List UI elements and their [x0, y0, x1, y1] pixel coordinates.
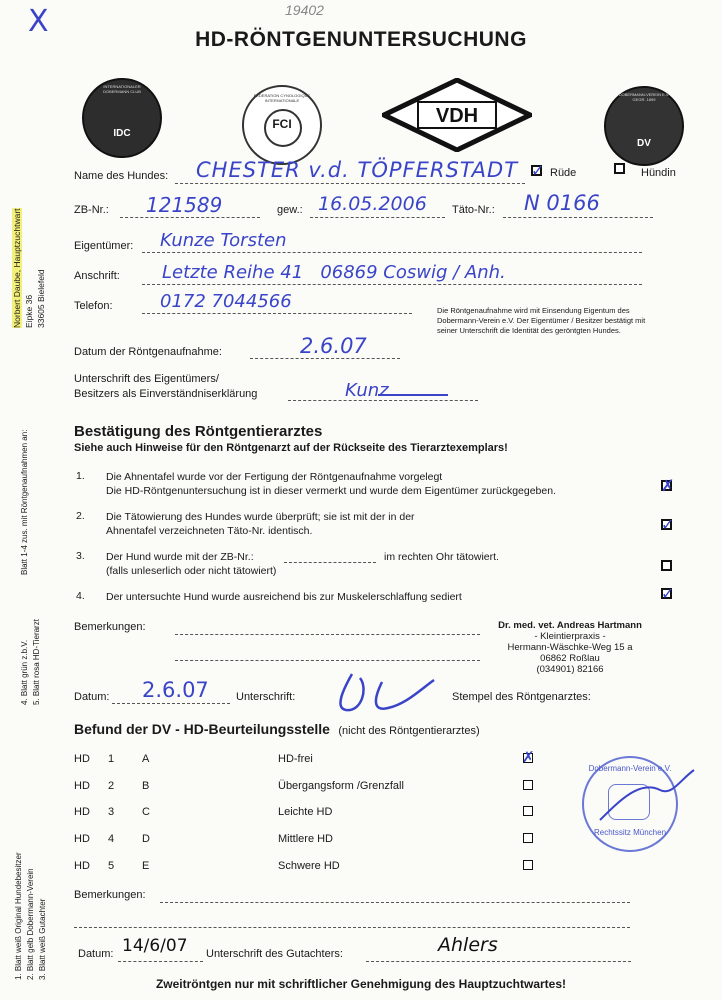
- vet-date-line: [112, 703, 230, 704]
- address-label: Anschrift:: [74, 270, 120, 282]
- dv-logo-ring: DOBERMANN-VEREIN E.V. GEGR. 1899: [618, 92, 670, 102]
- owner-label: Eigentümer:: [74, 240, 134, 252]
- vet-stamp-street: Hermann-Wäschke-Weg 15 a: [507, 642, 633, 653]
- findings-remarks-line-2: [74, 927, 630, 928]
- vet-signature-label: Unterschrift:: [236, 691, 296, 703]
- consent-label-2: Besitzers als Einverständniserklärung: [74, 388, 258, 400]
- side-note-3: 3. Blatt weiß Gutachter: [38, 898, 47, 980]
- item-2-line2: Ahnentafel verzeichneten Täto-Nr. identisch.: [106, 525, 313, 537]
- finding-grade-4: D: [142, 833, 150, 845]
- finding-hd-4: HD: [74, 833, 90, 845]
- finding-num-4: 4: [108, 833, 115, 845]
- idc-logo-ring: INTERNATIONALER DOBERMANN CLUB: [103, 84, 141, 94]
- item-2-number: 2.: [76, 510, 85, 522]
- vet-stamp-practice: - Kleintierpraxis -: [534, 631, 606, 642]
- ownership-notice: Die Röntgenaufnahme wird mit Einsendung Eigentum des Dobermann-Verein e.V. Der Eigentümer / Besitzer bestätigt mit seiner Unterschrift die Identität des geröntgten Hundes.: [437, 306, 646, 335]
- vet-stamp-label: Stempel des Röntgenarztes:: [452, 691, 591, 703]
- finding-checkbox-1[interactable]: [522, 748, 535, 766]
- zb-number-field[interactable]: 121589: [146, 193, 223, 217]
- finding-num-2: 2: [108, 780, 115, 792]
- findings-heading: [74, 721, 480, 739]
- name-label: Name des Hundes:: [74, 170, 169, 182]
- finding-desc-3: Leichte HD: [278, 806, 333, 818]
- signature-stroke: [378, 394, 448, 396]
- item-1-line1: Die Ahnentafel wurde vor der Fertigung der Röntgenaufnahme vorgelegt: [106, 471, 443, 483]
- phone-label: Telefon:: [74, 300, 113, 312]
- dv-logo: [604, 86, 684, 166]
- fci-logo: [242, 85, 322, 165]
- item-2-line1: Die Tätowierung des Hundes wurde überprüft; sie ist mit der in der: [106, 511, 415, 523]
- findings-remarks-label: Bemerkungen:: [74, 889, 146, 901]
- owner-field[interactable]: Kunze Torsten: [160, 230, 287, 251]
- consent-label-1: Unterschrift des Eigentümers/: [74, 373, 219, 385]
- item-3-number: 3.: [76, 550, 85, 562]
- item-4-check-mark: ✓: [661, 584, 675, 603]
- phone-line: [142, 313, 412, 314]
- item-1-number: 1.: [76, 470, 85, 482]
- finding-hd-2: HD: [74, 780, 90, 792]
- gutachter-stamp-signature-icon: [590, 760, 700, 830]
- zb-line: [120, 217, 260, 218]
- item-1-checkbox[interactable]: [661, 476, 675, 495]
- address-field[interactable]: Letzte Reihe 41 06869 Coswig / Anh.: [162, 262, 506, 283]
- finding-hd-1: HD: [74, 753, 90, 765]
- item-3-checkbox[interactable]: [661, 560, 672, 571]
- taeto-line: [503, 217, 653, 218]
- side-address-line1: Norbert Daube, Hauptzuchtwart: [12, 208, 22, 328]
- idc-logo-label: IDC: [113, 128, 131, 139]
- findings-heading-main: Befund der DV - HD-Beurteilungsstelle: [74, 721, 330, 737]
- finding-grade-1: A: [142, 753, 150, 765]
- vdh-logo: [382, 78, 532, 152]
- finding-checkbox-4[interactable]: [523, 833, 533, 843]
- findings-date-label: Datum:: [78, 948, 114, 960]
- vet-heading: Bestätigung des Röntgentierarztes: [74, 423, 323, 440]
- finding-num-5: 5: [108, 860, 115, 872]
- finding-desc-5: Schwere HD: [278, 860, 340, 872]
- xray-date-field[interactable]: 2.6.07: [300, 334, 367, 358]
- vet-date-label: Datum:: [74, 691, 110, 703]
- fci-logo-label: FCI: [272, 117, 292, 131]
- owner-signature-field[interactable]: Kunz: [345, 380, 389, 401]
- dog-name-field[interactable]: CHESTER v.d. TÖPFERSTADT: [196, 158, 519, 182]
- finding-checkbox-2[interactable]: [523, 780, 533, 790]
- ruede-checkbox[interactable]: [531, 161, 545, 180]
- vet-stamp-name: Dr. med. vet. Andreas Hartmann: [498, 620, 642, 631]
- finding-desc-2: Übergangsform /Grenzfall: [278, 780, 404, 792]
- side-note-blatt: Blatt 1-4 zus. mit Röntgenaufnahmen an:: [20, 429, 29, 575]
- finding-grade-3: C: [142, 806, 150, 818]
- finding-row-5: [0, 860, 722, 880]
- xray-date-line: [250, 358, 400, 359]
- reference-number: 19402: [285, 2, 324, 18]
- finding-checkbox-3[interactable]: [523, 806, 533, 816]
- fci-logo-ring: FEDERATION CYNOLOGIQUE INTERNATIONALE: [253, 93, 311, 103]
- finding-hd-5: HD: [74, 860, 90, 872]
- vet-stamp-phone: (034901) 82166: [536, 664, 604, 675]
- huendin-label: Hündin: [641, 167, 676, 179]
- finding-num-1: 1: [108, 753, 115, 765]
- name-line: [175, 183, 525, 184]
- side-note-2: 2. Blatt gelb Dobermann-Verein: [26, 868, 35, 980]
- zb-label: ZB-Nr.:: [74, 204, 109, 216]
- item-3-line1: Der Hund wurde mit der ZB-Nr.:: [106, 551, 254, 563]
- findings-date-field[interactable]: 14/6/07: [122, 936, 188, 956]
- page-title: HD-RÖNTGENUNTERSUCHUNG: [195, 28, 527, 51]
- finding-num-3: 3: [108, 806, 115, 818]
- birth-date-field[interactable]: 16.05.2006: [318, 193, 427, 215]
- ruede-check-mark: ✓: [531, 161, 545, 180]
- item-4-checkbox[interactable]: [661, 584, 675, 603]
- finding-checkbox-5[interactable]: [523, 860, 533, 870]
- side-note-green: 4. Blatt grün z.b.V.: [20, 639, 29, 705]
- finding-desc-4: Mittlere HD: [278, 833, 334, 845]
- vet-stamp: [470, 620, 670, 675]
- findings-remarks-line-1: [160, 902, 630, 903]
- item-3-zb-line: [284, 562, 376, 563]
- gutachter-signature-field[interactable]: Ahlers: [438, 934, 498, 956]
- vet-signature-icon: [322, 668, 442, 720]
- side-note-1: 1. Blatt weiß Original Hundebesitzer: [14, 852, 23, 980]
- vet-date-field[interactable]: 2.6.07: [142, 678, 209, 702]
- item-2-check-mark: ✓: [661, 515, 675, 534]
- dv-seal-ring: Dobermann-Verein e.V.: [588, 764, 672, 773]
- huendin-checkbox[interactable]: [614, 163, 625, 174]
- gew-line: [310, 217, 445, 218]
- vet-remarks-label: Bemerkungen:: [74, 621, 146, 633]
- item-3-line2: (falls unleserlich oder nicht tätowiert): [106, 565, 277, 577]
- gutachter-signature-label: Unterschrift des Gutachters:: [206, 948, 343, 960]
- finding-1-check-mark: ✗: [522, 748, 535, 766]
- dv-seal-text: Rechtssitz München: [593, 828, 667, 837]
- item-2-checkbox[interactable]: [661, 515, 675, 534]
- dv-logo-label: DV: [637, 138, 651, 149]
- vdh-logo-text: VDH: [435, 105, 479, 127]
- vet-remarks-line-1: [175, 634, 480, 635]
- item-4-line1: Der untersuchte Hund wurde ausreichend bis zur Muskelerschlaffung sediert: [106, 591, 462, 603]
- finding-grade-5: E: [142, 860, 150, 872]
- tattoo-number-field[interactable]: N 0166: [524, 191, 600, 215]
- xray-date-label: Datum der Röntgenaufnahme:: [74, 346, 222, 358]
- footer-note: Zweitröntgen nur mit schriftlicher Genehmigung des Hauptzuchtwartes!: [155, 977, 567, 991]
- idc-logo: [82, 78, 162, 158]
- phone-field[interactable]: 0172 7044566: [160, 291, 292, 312]
- vet-remarks-line-2: [175, 660, 480, 661]
- side-address-line3: 33605 Bielefeld: [36, 269, 46, 328]
- findings-date-line: [118, 961, 203, 962]
- vet-stamp-city: 06862 Roßlau: [540, 653, 600, 664]
- vet-subheading: Siehe auch Hinweise für den Röntgenarzt auf der Rückseite des Tierarztexemplars!: [74, 442, 508, 454]
- finding-grade-2: B: [142, 780, 150, 792]
- finding-hd-3: HD: [74, 806, 90, 818]
- side-address-line2: Eipke 36: [24, 294, 34, 328]
- item-3-line1b: im rechten Ohr tätowiert.: [384, 551, 499, 563]
- item-4-number: 4.: [76, 590, 85, 602]
- gew-label: gew.:: [277, 204, 303, 216]
- corner-x-mark: X: [28, 4, 49, 39]
- gutachter-signature-line: [366, 961, 631, 962]
- findings-heading-note: (nicht des Röntgentierarztes): [338, 725, 480, 737]
- taeto-label: Täto-Nr.:: [452, 204, 495, 216]
- ruede-label: Rüde: [550, 167, 577, 179]
- finding-desc-1: HD-frei: [278, 753, 313, 765]
- item-1-check-mark: ✗: [661, 476, 675, 495]
- side-note-pink: 5. Blatt rosa HD-Tierarzt: [32, 619, 41, 705]
- address-line: [142, 284, 642, 285]
- owner-line: [142, 252, 642, 253]
- item-1-line2: Die HD-Röntgenuntersuchung ist in dieser vermerkt und wurde dem Eigentümer zurückgegeben.: [106, 485, 556, 497]
